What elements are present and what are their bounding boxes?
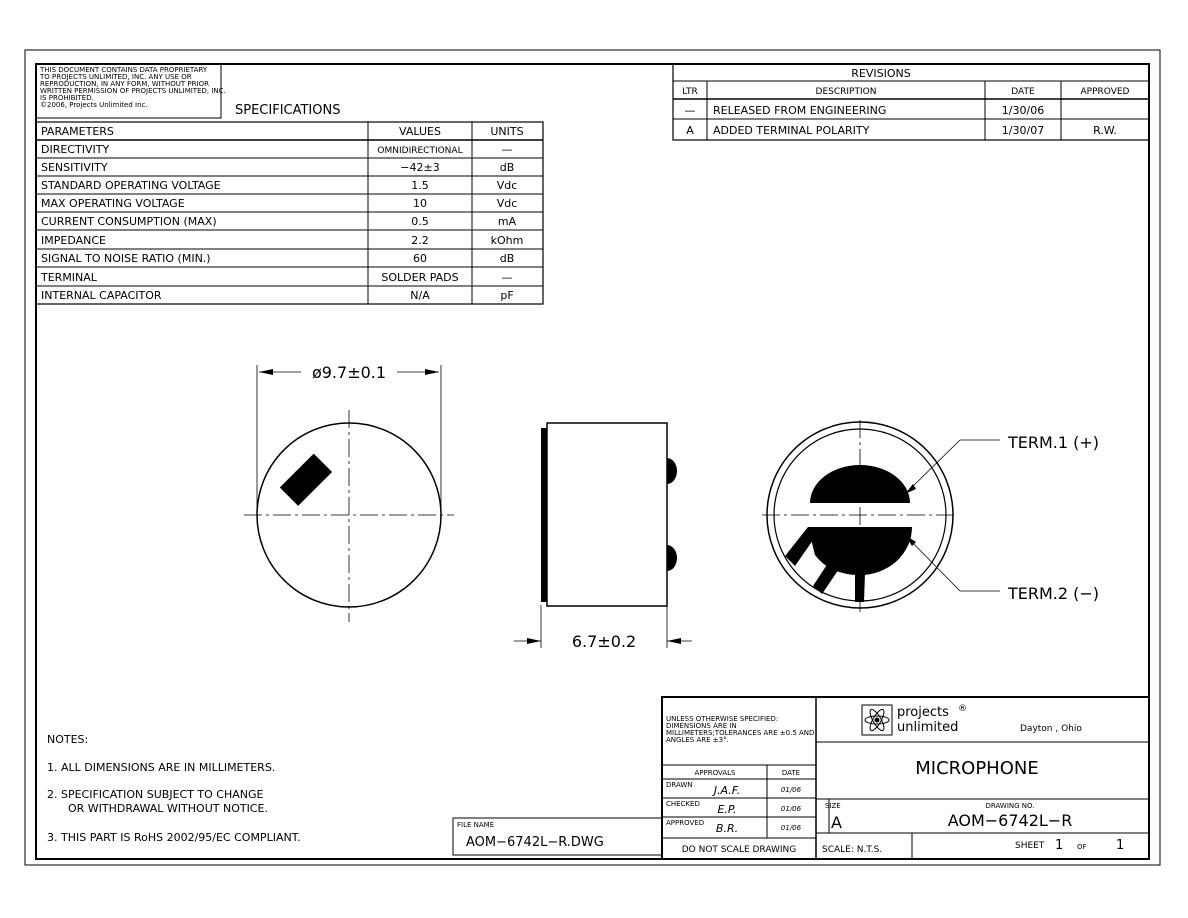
spec-value: N/A	[410, 289, 430, 302]
spec-value: 10	[413, 197, 427, 210]
do-not-scale-note: DO NOT SCALE DRAWING	[681, 845, 797, 855]
spec-parameter: IMPEDANCE	[41, 234, 106, 247]
sheet-border	[25, 50, 1160, 865]
rev-ltr: A	[686, 124, 694, 137]
spec-header-values: VALUES	[399, 125, 441, 138]
drawing-number-label: DRAWING NO.	[985, 802, 1035, 810]
revisions-table	[673, 64, 1149, 140]
proprietary-notice	[36, 64, 226, 118]
file-name-label: FILE NAME	[457, 821, 495, 829]
sheet-of-label: OF	[1077, 843, 1087, 851]
rev-description: RELEASED FROM ENGINEERING	[713, 104, 887, 117]
tolerance-note: UNLESS OTHERWISE SPECIFIED:	[666, 715, 779, 723]
terminal-lead	[813, 560, 843, 594]
rev-header-ltr: LTR	[682, 87, 698, 97]
notes	[47, 733, 301, 844]
height-dimension: 6.7±0.2	[571, 632, 637, 651]
rev-ltr: —	[684, 104, 696, 117]
spec-header-units: UNITS	[490, 125, 524, 138]
spec-parameter: STANDARD OPERATING VOLTAGE	[41, 179, 221, 192]
approval-date: 01/06	[780, 786, 802, 794]
spec-unit: Vdc	[496, 179, 518, 192]
note-item: 1. ALL DIMENSIONS ARE IN MILLIMETERS.	[47, 761, 276, 774]
approval-name: J.A.F.	[713, 784, 741, 797]
drawing-number: AOM−6742L−R	[947, 811, 1073, 830]
notice-line: TO PROJECTS UNLIMITED, INC. ANY USE OR	[40, 73, 192, 81]
sheet-total: 1	[1116, 838, 1125, 853]
size-label: SIZE	[825, 802, 841, 810]
notice-line: IS PROHIBITED.	[40, 94, 94, 102]
note-item: OR WITHDRAWAL WITHOUT NOTICE.	[68, 802, 268, 815]
spec-unit: pF	[500, 289, 514, 302]
rev-date: 1/30/07	[1001, 124, 1045, 137]
note-item: 3. THIS PART IS RoHS 2002/95/EC COMPLIANT.	[47, 831, 301, 844]
spec-value: −42±3	[400, 161, 440, 174]
drawing-title: MICROPHONE	[915, 758, 1039, 779]
company-location: Dayton , Ohio	[1020, 724, 1082, 734]
sound-port	[280, 454, 332, 506]
rev-header-approved: APPROVED	[1080, 87, 1130, 97]
rev-description: ADDED TERMINAL POLARITY	[713, 124, 870, 137]
spec-parameter: MAX OPERATING VOLTAGE	[41, 197, 185, 210]
approvals-header: APPROVALS	[694, 769, 736, 777]
approval-date: 01/06	[780, 805, 802, 813]
rev-header-date: DATE	[1011, 87, 1035, 97]
company-logo	[862, 704, 967, 735]
front-face	[541, 428, 547, 602]
rev-approved: R.W.	[1093, 124, 1117, 137]
spec-parameter: SIGNAL TO NOISE RATIO (MIN.)	[41, 252, 211, 265]
notice-line: THIS DOCUMENT CONTAINS DATA PROPRIETARY	[40, 66, 208, 74]
specifications-title: SPECIFICATIONS	[235, 103, 341, 118]
title-block	[662, 697, 1149, 859]
diameter-dimension: ø9.7±0.1	[311, 363, 387, 382]
spec-parameter: SENSITIVITY	[41, 161, 108, 174]
spec-parameter: TERMINAL	[41, 271, 97, 284]
approval-role: DRAWN	[666, 781, 693, 789]
side-view	[514, 423, 692, 651]
notes-title: NOTES:	[47, 733, 89, 746]
company-name-line2: unlimited	[897, 720, 959, 735]
spec-unit: dB	[499, 252, 515, 265]
note-item: 2. SPECIFICATION SUBJECT TO CHANGE	[47, 788, 264, 801]
tolerance-note: DIMENSIONS ARE IN	[666, 722, 737, 730]
spec-value: 60	[413, 252, 427, 265]
approvals-date-header: DATE	[781, 769, 801, 777]
spec-value: 2.2	[411, 234, 429, 247]
spec-unit: —	[501, 143, 513, 156]
specifications-table	[36, 103, 543, 304]
spec-unit: —	[501, 271, 513, 284]
approval-name: E.P.	[717, 803, 737, 816]
solder-pad	[667, 545, 677, 571]
revisions-title: REVISIONS	[851, 67, 911, 80]
sheet-label: SHEET	[1015, 841, 1045, 851]
spec-unit: dB	[499, 161, 515, 174]
front-view	[244, 363, 454, 622]
spec-parameter: CURRENT CONSUMPTION (MAX)	[41, 215, 217, 228]
spec-parameter: DIRECTIVITY	[41, 143, 110, 156]
rev-date: 1/30/06	[1001, 104, 1045, 117]
tolerance-note: ANGLES ARE ±3°.	[666, 736, 729, 744]
rev-header-description: DESCRIPTION	[815, 87, 877, 97]
file-name-value: AOM−6742L−R.DWG	[466, 835, 604, 850]
spec-value: OMNIDIRECTIONAL	[377, 146, 463, 156]
company-name-line1: projects	[897, 705, 949, 720]
tolerance-note: MILLIMETERS;TOLERANCES ARE ±0.5 AND	[666, 729, 815, 737]
term2-label: TERM.2 (−)	[1008, 584, 1100, 603]
approval-role: CHECKED	[666, 800, 700, 808]
spec-parameter: INTERNAL CAPACITOR	[41, 289, 162, 302]
approval-date: 01/06	[780, 824, 802, 832]
registered-mark: ®	[958, 704, 967, 714]
spec-header-parameters: PARAMETERS	[41, 125, 114, 138]
spec-unit: kOhm	[490, 234, 524, 247]
back-view	[762, 420, 1099, 612]
solder-pad	[667, 458, 677, 484]
sheet-number: 1	[1055, 838, 1064, 853]
spec-unit: Vdc	[496, 197, 518, 210]
approval-role: APPROVED	[666, 819, 705, 827]
spec-unit: mA	[497, 215, 517, 228]
file-name-box	[453, 818, 662, 855]
term1-label: TERM.1 (+)	[1008, 433, 1100, 452]
spec-value: 1.5	[411, 179, 429, 192]
notice-line: ©2006, Projects Unlimited Inc.	[40, 101, 148, 109]
notice-line: REPRODUCTION, IN ANY FORM, WITHOUT PRIOR	[40, 80, 209, 88]
approval-name: B.R.	[715, 822, 739, 835]
scale-note: SCALE: N.T.S.	[822, 845, 883, 855]
spec-value: 0.5	[411, 215, 429, 228]
notice-line: WRITTEN PERMISSION OF PROJECTS UNLIMITED, INC.	[40, 87, 226, 95]
size-value: A	[831, 813, 842, 832]
spec-value: SOLDER PADS	[381, 271, 459, 284]
